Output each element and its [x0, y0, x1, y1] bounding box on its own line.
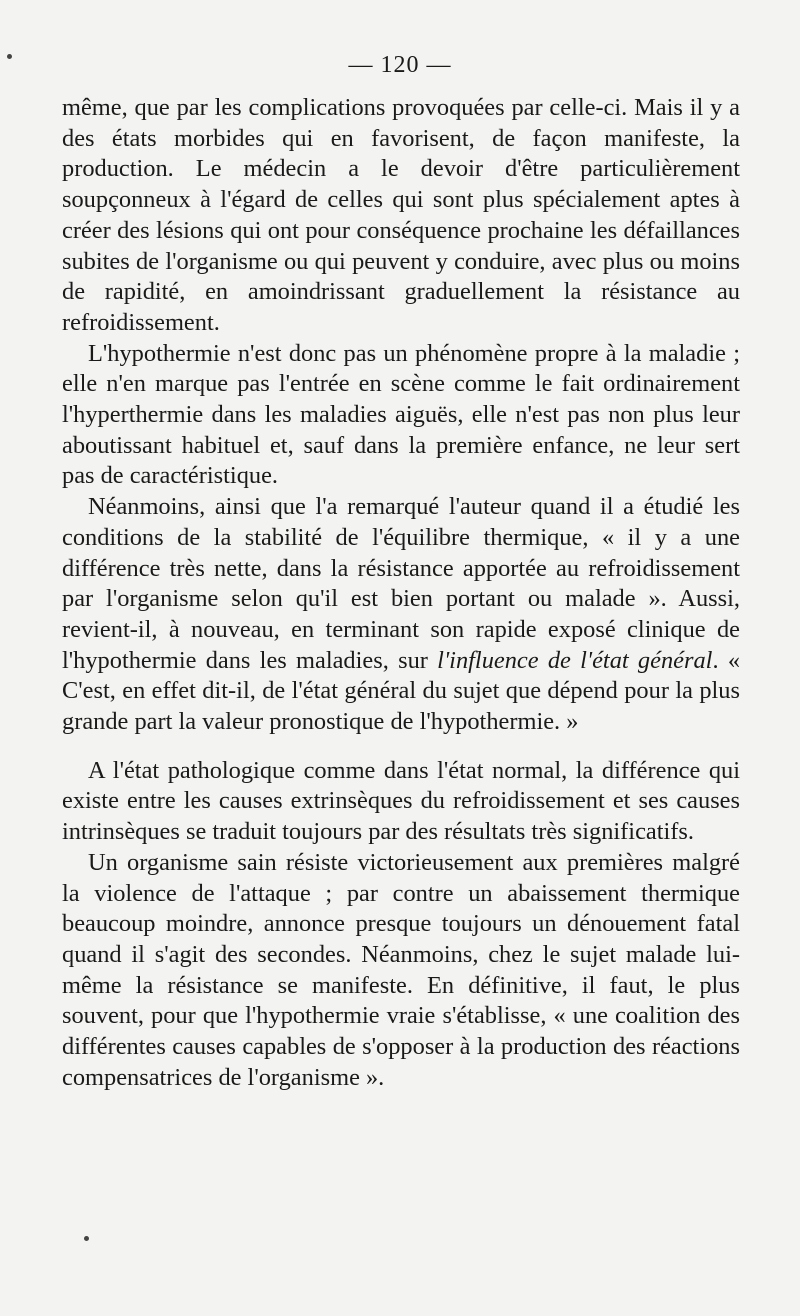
paragraph-4: A l'état pathologique comme dans l'état normal, la différence qui existe entre les causes extrinsèques du refroidissement et ses causes intrinsèques se traduit toujours par des résultats très significatifs. — [62, 756, 740, 846]
paragraph-3 — [62, 492, 740, 738]
paragraph-2: L'hypothermie n'est donc pas un phénomène propre à la maladie ; elle n'en marque pas l'entrée en scène comme le fait ordinairement l'hyperthermie dans les maladies aiguës, elle n'est pas non plus leur aboutissant habituel et, sauf dans la première enfance, ne leur sert pas de caractéristique. — [62, 339, 740, 490]
paragraph-3-italic-phrase: l'influence de l'état général — [437, 646, 713, 674]
paragraph-3-text-start: Néanmoins, ainsi que l'a remarqué l'auteur quand il a étudié les conditions de la stabilité de l'équilibre thermique, « il y a une différence très nette, dans la résistance apportée au refroidissement par l'organisme selon qu'il est bien portant ou malade ». Aussi, revient-il, à nouveau, en terminant son rapide exposé clinique de l'hypothermie dans les maladies, sur — [62, 493, 740, 674]
paragraph-3-text-end: . « C'est, en effet dit-il, de l'état général du sujet que dépend pour la plus grande part la valeur pronostique de l'hypothermie. » — [62, 646, 741, 736]
body-text — [62, 93, 740, 1094]
margin-speck-top — [7, 54, 12, 59]
paragraph-5: Un organisme sain résiste victorieusement aux premières malgré la violence de l'attaque ; par contre un abaissement thermique beaucoup moindre, annonce presque toujours un dénouement fatal quand il s'agit des secondes. Néanmoins, chez le sujet malade lui-même la résistance se manifeste. En définitive, il faut, le plus souvent, pour que l'hypothermie vraie s'établisse, « une coalition des différentes causes capables de s'opposer à la production des réactions compensatrices de l'organisme ». — [62, 848, 740, 1091]
paragraph-1: même, que par les complications provoquées par celle-ci. Mais il y a des états morbides qui en favorisent, de façon manifeste, la production. Le médecin a le devoir d'être particulièrement soupçonneux à l'égard de celles qui sont plus spécialement aptes à créer des lésions qui ont pour conséquence prochaine les défaillances subites de l'organisme ou qui peuvent y conduire, avec plus ou moins de rapidité, en amoindrissant graduellement la résistance au refroidissement. — [62, 94, 740, 336]
page-number: — 120 — — [348, 52, 452, 78]
margin-speck-bottom — [84, 1236, 89, 1241]
